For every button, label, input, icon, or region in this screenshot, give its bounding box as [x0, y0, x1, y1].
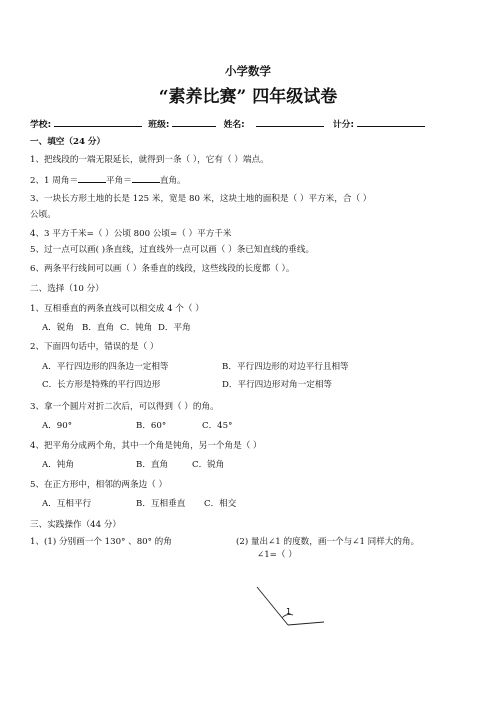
s2-q3: 3、拿一个圆片对折二次后，可以得到（ ）的角。 — [30, 402, 219, 412]
s2-q5-opt-a[interactable]: A．互相平行 — [42, 499, 92, 509]
s1-q2-part3: 直角。 — [159, 176, 186, 186]
s2-q5-opt-c[interactable]: C．相交 — [204, 499, 237, 509]
s2-q5-opt-b[interactable]: B．互相垂直 — [136, 499, 186, 509]
s3-q1-part2: (2) 量出∠1 的度数，画一个与∠1 同样大的角。 — [236, 537, 420, 547]
score-label: 计分: — [332, 120, 354, 130]
s1-q2-part1: 2、1 周角＝ — [30, 176, 79, 186]
class-label: 班级: — [148, 120, 170, 130]
section2-heading: 二、选择（10 分） — [30, 284, 104, 294]
section3-heading: 三、实践操作（44 分） — [30, 520, 122, 530]
s2-q1-opt-a[interactable]: A．锐角 — [42, 323, 74, 333]
s2-q4-opt-b[interactable]: B．直角 — [136, 460, 169, 470]
s1-q2-part2: 平角＝ — [106, 176, 132, 186]
s2-q5: 5、在正方形中，相邻的两条边（ ） — [30, 480, 168, 490]
s2-q4-opt-c[interactable]: C．锐角 — [192, 460, 225, 470]
s2-q1-opt-c[interactable]: C．钝角 — [120, 323, 153, 333]
angle-ray-1 — [257, 587, 288, 625]
section1-heading: 一、填空（24 分） — [30, 137, 106, 147]
s1-q1: 1、把线段的一端无限延长，就得到一条（ ），它有（ ）端点。 — [30, 155, 269, 165]
s1-q4: 4、3 平方千米=（ ）公顷 800 公顷=（ ）平方千米 — [30, 229, 232, 239]
s2-q3-opt-c[interactable]: C．45° — [202, 421, 233, 431]
s1-q6: 6、两条平行线间可以画（ ）条垂直的线段，这些线段的长度都（ ）。 — [30, 264, 295, 274]
s2-q1: 1、互相垂直的两条直线可以相交成 4 个（ ） — [30, 304, 204, 314]
s1-q3: 3、一块长方形土地的长是 125 米，宽是 80 米，这块土地的面积是（ ）平方米，合（ ） — [30, 194, 372, 204]
s2-q1-opt-b[interactable]: B．直角 — [82, 323, 115, 333]
s2-q2-opt-a[interactable]: A．平行四边形的四条边一定相等 — [42, 362, 169, 372]
s2-q2: 2、下面四句话中，错误的是（ ） — [30, 342, 159, 352]
s1-q5: 5、过一点可以画( )条直线，过直线外一点可以画（ ）条已知直线的垂线。 — [30, 245, 315, 255]
name-label: 姓名: — [223, 120, 245, 130]
angle-label: 1 — [286, 607, 292, 616]
s2-q4-opt-a[interactable]: A．钝角 — [42, 460, 74, 470]
s3-q1-part1: 1、(1) 分别画一个 130° 、80° 的角 — [30, 537, 172, 547]
s2-q2-opt-d[interactable]: D．平行四边形对角一定相等 — [222, 380, 333, 390]
s1-q3-cont: 公顷。 — [30, 210, 56, 220]
s2-q2-opt-b[interactable]: B．平行四边形的对边平行且相等 — [222, 362, 349, 372]
subject-label: 小学数学 — [225, 64, 271, 78]
angle-ray-2 — [288, 622, 324, 625]
s2-q4: 4、把平角分成两个角，其中一个角是钝角，另一个角是（ ） — [30, 441, 262, 451]
s2-q3-opt-b[interactable]: B．60° — [136, 421, 167, 431]
angle-answer: ∠1=（ ） — [257, 550, 297, 560]
exam-title: “素养比赛” 四年级试卷 — [158, 87, 338, 107]
school-label: 学校: — [30, 120, 52, 130]
s2-q1-opt-d[interactable]: D．平角 — [158, 323, 191, 333]
s2-q2-opt-c[interactable]: C．长方形是特殊的平行四边形 — [42, 380, 161, 390]
s2-q3-opt-a[interactable]: A．90° — [42, 421, 73, 431]
